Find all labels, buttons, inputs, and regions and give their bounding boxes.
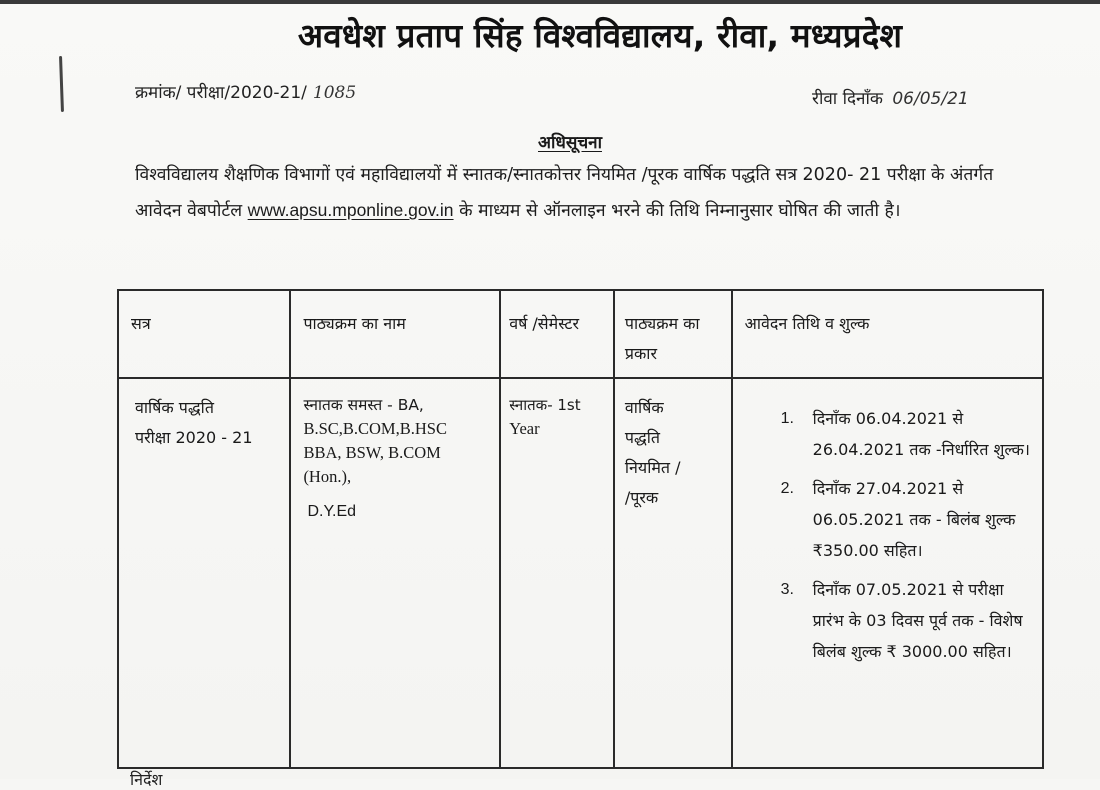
item-text: दिनाँक 07.05.2021 से परीक्षा प्रारंभ के 03 दिवस पूर्व तक - विशेष बिलंब शुल्क ₹ 3000.00 सहित। <box>812 580 1023 661</box>
paragraph-text-2: के माध्यम से ऑनलाइन भरने की तिथि निम्नानुसार घोषित की जाती है। <box>453 201 901 221</box>
course-line: स्नातक समस्त - BA, <box>303 396 424 414</box>
table-row <box>118 378 1043 768</box>
cell-year-semester <box>500 378 614 768</box>
course-line: BBA, BSW, B.COM <box>303 443 441 462</box>
document-page <box>0 4 1100 789</box>
issue-date <box>812 86 969 109</box>
notification-heading: अधिसूचना <box>538 133 602 153</box>
paragraph-text-1: विश्वविद्यालय शैक्षणिक विभागों एवं महाविद्यालयों में स्नातक/स्नातकोत्तर नियमित /पूरक वार्षिक पद्धति सत्र 2020- 21 परीक्षा के अंतर्गत आवेदन वेबपोर्टल <box>135 165 994 221</box>
item-number: 1. <box>780 410 794 427</box>
table-header-row <box>118 290 1043 378</box>
course-line: (Hon.), <box>303 467 352 486</box>
course-type-line: पद्धति <box>624 428 661 447</box>
cell-course-type <box>614 378 732 768</box>
reference-handwritten-number: 1085 <box>312 83 357 103</box>
university-title: अवधेश प्रताप सिंह विश्वविद्यालय, रीवा, मध्यप्रदेश <box>297 16 903 55</box>
pen-margin-mark <box>59 56 64 112</box>
date-handwritten-value: 06/05/21 <box>892 89 969 109</box>
portal-link[interactable]: www.apsu.mponline.gov.in <box>247 200 454 220</box>
footer-partial-text: निर्देश <box>130 770 163 789</box>
fee-schedule-item <box>745 403 1034 465</box>
session-line: वार्षिक पद्धति <box>135 398 214 417</box>
fee-schedule-item <box>745 473 1034 566</box>
session-line: परीक्षा 2020 - 21 <box>135 428 253 447</box>
date-label: रीवा दिनाँक <box>812 89 883 109</box>
course-type-line: /पूरक <box>624 488 659 507</box>
header-year-semester: वर्ष /सेमेस्टर <box>500 290 614 378</box>
item-number: 3. <box>780 581 794 598</box>
header-application-date-fee: आवेदन तिथि व शुल्क <box>732 290 1043 378</box>
notification-paragraph <box>135 158 1045 229</box>
schedule-table <box>117 289 1044 769</box>
fee-schedule-item <box>745 574 1034 667</box>
item-text: दिनाँक 27.04.2021 से 06.05.2021 तक - बिलंब शुल्क ₹350.00 सहित। <box>812 479 1016 560</box>
item-text: दिनाँक 06.04.2021 से 26.04.2021 तक -निर्धारित शुल्क। <box>812 409 1030 459</box>
course-type-line: नियमित / <box>624 458 681 477</box>
reference-number <box>135 80 356 103</box>
fee-schedule-list <box>745 403 1034 667</box>
item-number: 2. <box>780 480 794 497</box>
reference-label: क्रमांक/ परीक्षा/2020-21/ <box>135 83 307 103</box>
header-course-type: पाठ्यक्रम का प्रकार <box>614 290 732 378</box>
course-type-line: वार्षिक <box>624 398 664 417</box>
header-course-name: पाठ्यक्रम का नाम <box>290 290 500 378</box>
year-line: स्नातक- 1st <box>509 396 581 414</box>
course-line: B.SC,B.COM,B.HSC <box>303 419 447 438</box>
course-extra: D.Y.Ed <box>307 503 357 520</box>
header-session: सत्र <box>118 290 290 378</box>
year-line: Year <box>509 419 540 438</box>
cell-course-name <box>290 378 500 768</box>
cell-application-dates <box>732 378 1043 768</box>
cell-session <box>118 378 290 768</box>
